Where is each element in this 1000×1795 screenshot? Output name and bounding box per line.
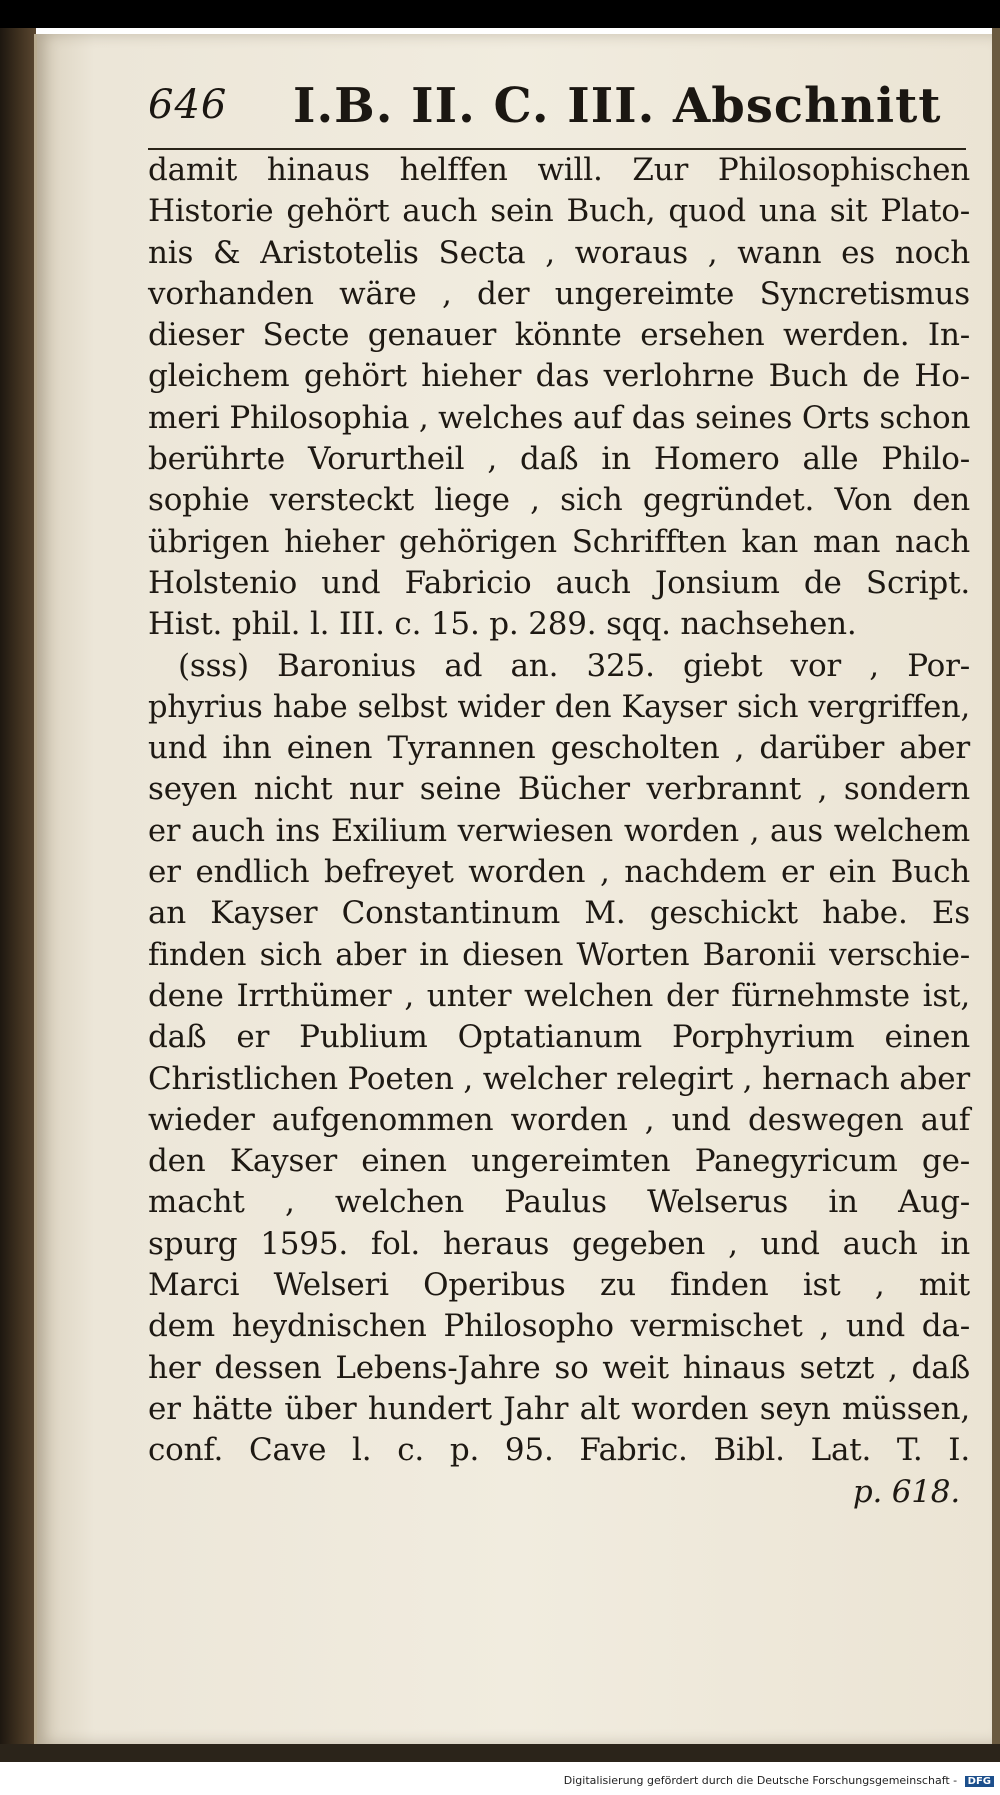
digitization-credit — [564, 1774, 994, 1787]
page-right-edge — [992, 28, 1000, 1748]
text-line: macht , welchen Paulus Welserus in Aug- — [148, 1184, 970, 1221]
text-line: Holstenio und Fabricio auch Jonsium de Script. — [148, 564, 970, 601]
text-line: er hätte über hundert Jahr alt worden seyn müssen, — [148, 1390, 970, 1427]
text-line: nis & Aristotelis Secta , woraus , wann es noch — [148, 234, 970, 271]
page-number: 646 — [148, 82, 228, 128]
book-bottom-edge — [0, 1744, 1000, 1762]
page-header — [148, 78, 968, 148]
text-line: an Kayser Constantinum M. geschickt habe. Es — [148, 895, 970, 932]
text-line: dene Irrthümer , unter welchen der fürnehmste ist, — [148, 977, 970, 1014]
text-line: seyen nicht nur seine Bücher verbrannt , sondern — [148, 771, 970, 808]
text-line: daß er Publium Optatianum Porphyrium einen — [148, 1019, 970, 1056]
text-line: conf. Cave l. c. p. 95. Fabric. Bibl. Lat. T. I. — [148, 1432, 970, 1469]
text-line: phyrius habe selbst wider den Kayser sich vergriffen, — [148, 689, 970, 725]
text-line: vorhanden wäre , der ungereimte Syncretismus — [148, 275, 970, 312]
text-line: Hist. phil. l. III. c. 15. p. 289. sqq. nachsehen. — [148, 606, 857, 643]
text-line: er endlich befreyet worden , nachdem er ein Buch — [148, 854, 970, 891]
text-line: spurg 1595. fol. heraus gegeben , und auch in — [148, 1225, 970, 1262]
text-line: Historie gehört auch sein Buch, quod una sit Plato- — [148, 193, 970, 230]
text-line: damit hinaus helffen will. Zur Philosophischen — [148, 152, 970, 188]
text-line: den Kayser einen ungereimten Panegyricum ge- — [148, 1143, 970, 1180]
footnote-start-line: (sss) Baronius ad an. 325. giebt vor , Por- — [178, 647, 970, 684]
text-line: meri Philosophia , welches auf das seines Orts schon — [148, 399, 971, 436]
text-line: gleichem gehört hieher das verlohrne Buch de Ho- — [148, 358, 970, 395]
text-line: Christlichen Poeten , welcher relegirt , hernach aber — [148, 1060, 970, 1097]
dfg-logo: DFG — [965, 1776, 994, 1787]
running-head: I.B. II. C. III. Abschnitt — [293, 78, 942, 134]
page-reference-end: p. 618. — [852, 1473, 960, 1510]
body-text — [148, 150, 970, 1513]
text-line: übrigen hieher gehörigen Schrifften kan man nach — [148, 523, 970, 560]
text-line: Marci Welseri Operibus zu finden ist , mit — [148, 1267, 970, 1304]
text-line: berührte Vorurtheil , daß in Homero alle Philo- — [148, 441, 970, 478]
text-line: her dessen Lebens-Jahre so weit hinaus setzt , daß — [148, 1349, 970, 1386]
credit-text: Digitalisierung gefördert durch die Deutsche Forschungsgemeinschaft - — [563, 1774, 958, 1787]
text-line: finden sich aber in diesen Worten Baronii verschie- — [148, 936, 970, 973]
text-line: dieser Secte genauer könnte ersehen werden. In- — [148, 317, 970, 354]
text-line: und ihn einen Tyrannen gescholten , darüber aber — [148, 730, 970, 767]
text-line: sophie versteckt liege , sich gegründet. Von den — [148, 482, 970, 519]
book-spine-edge — [0, 28, 36, 1748]
text-line: er auch ins Exilium verwiesen worden , aus welchem — [148, 813, 970, 849]
text-line: dem heydnischen Philosopho vermischet , und da- — [148, 1308, 970, 1345]
text-line: wieder aufgenommen worden , und deswegen auf — [148, 1101, 970, 1138]
